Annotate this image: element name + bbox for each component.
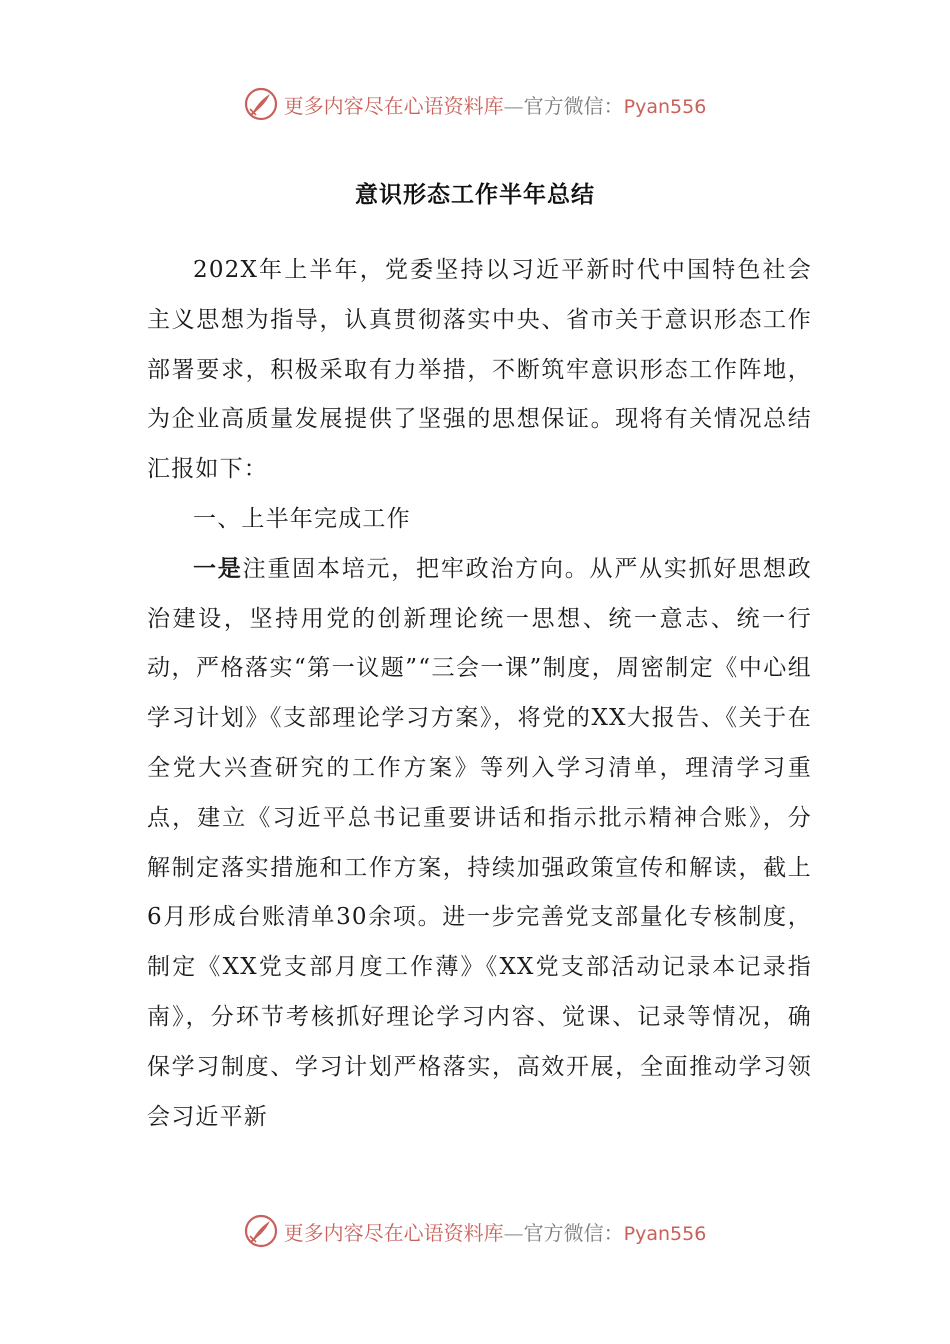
paragraph-one — [147, 545, 812, 1143]
banner-main-text: 更多内容尽在心语资料库 — [283, 1220, 504, 1245]
banner-wechat-id: Pyan556 — [623, 95, 707, 118]
banner-wechat-id: Pyan556 — [623, 1222, 707, 1245]
paragraph-one-body: 注重固本培元，把牢政治方向。从严从实抓好思想政治建设，坚持用党的创新理论统一思想、统一意志、统一行动，严格落实“第一议题”“三会一课”制度，周密制定《中心组学习计划》《支部理论学习方案》，将党的XX大报告、《关于在全党大兴查研究的工作方案》等列入学习清单，理清学习重点，建立《习近平总书记重要讲话和指示批示精神合账》，分解制定落实措施和工作方案，持续加强政策宣传和解读，截上6月形成台账清单30余项。进一步完善党支部量化专核制度，制定《XX党支部月度工作薄》《XX党支部活动记录本记录指南》，分环节考核抓好理论学习内容、觉课、记录等情况，确保学习制度、学习计划严格落实，高效开展，全面推动学习领会习近平新 — [147, 555, 812, 1130]
document-body — [147, 246, 812, 1142]
section-heading: 一、上半年完成工作 — [193, 505, 411, 532]
banner-text — [284, 1217, 707, 1246]
banner-wechat-label: 官方微信： — [523, 1220, 624, 1245]
document-title: 意识形态工作半年总结 — [355, 182, 595, 208]
footer-banner — [0, 1211, 950, 1251]
banner-main-text: 更多内容尽在心语资料库 — [283, 93, 504, 118]
header-banner — [0, 84, 950, 124]
quill-logo-icon — [244, 87, 278, 121]
intro-paragraph: 202X年上半年，党委坚持以习近平新时代中国特色社会主义思想为指导，认真贯彻落实中央、省市关于意识形态工作部署要求，积极采取有力举措，不断筑牢意识形态工作阵地，为企业高质量发展提供了坚强的思想保证。现将有关情况总结汇报如下： — [147, 257, 812, 483]
banner-text — [284, 90, 707, 119]
banner-separator: — — [503, 93, 524, 118]
banner-separator: — — [503, 1220, 524, 1245]
quill-logo-icon — [244, 1214, 278, 1248]
banner-wechat-label: 官方微信： — [523, 93, 624, 118]
paragraph-one-lead: 一是 — [193, 555, 243, 582]
